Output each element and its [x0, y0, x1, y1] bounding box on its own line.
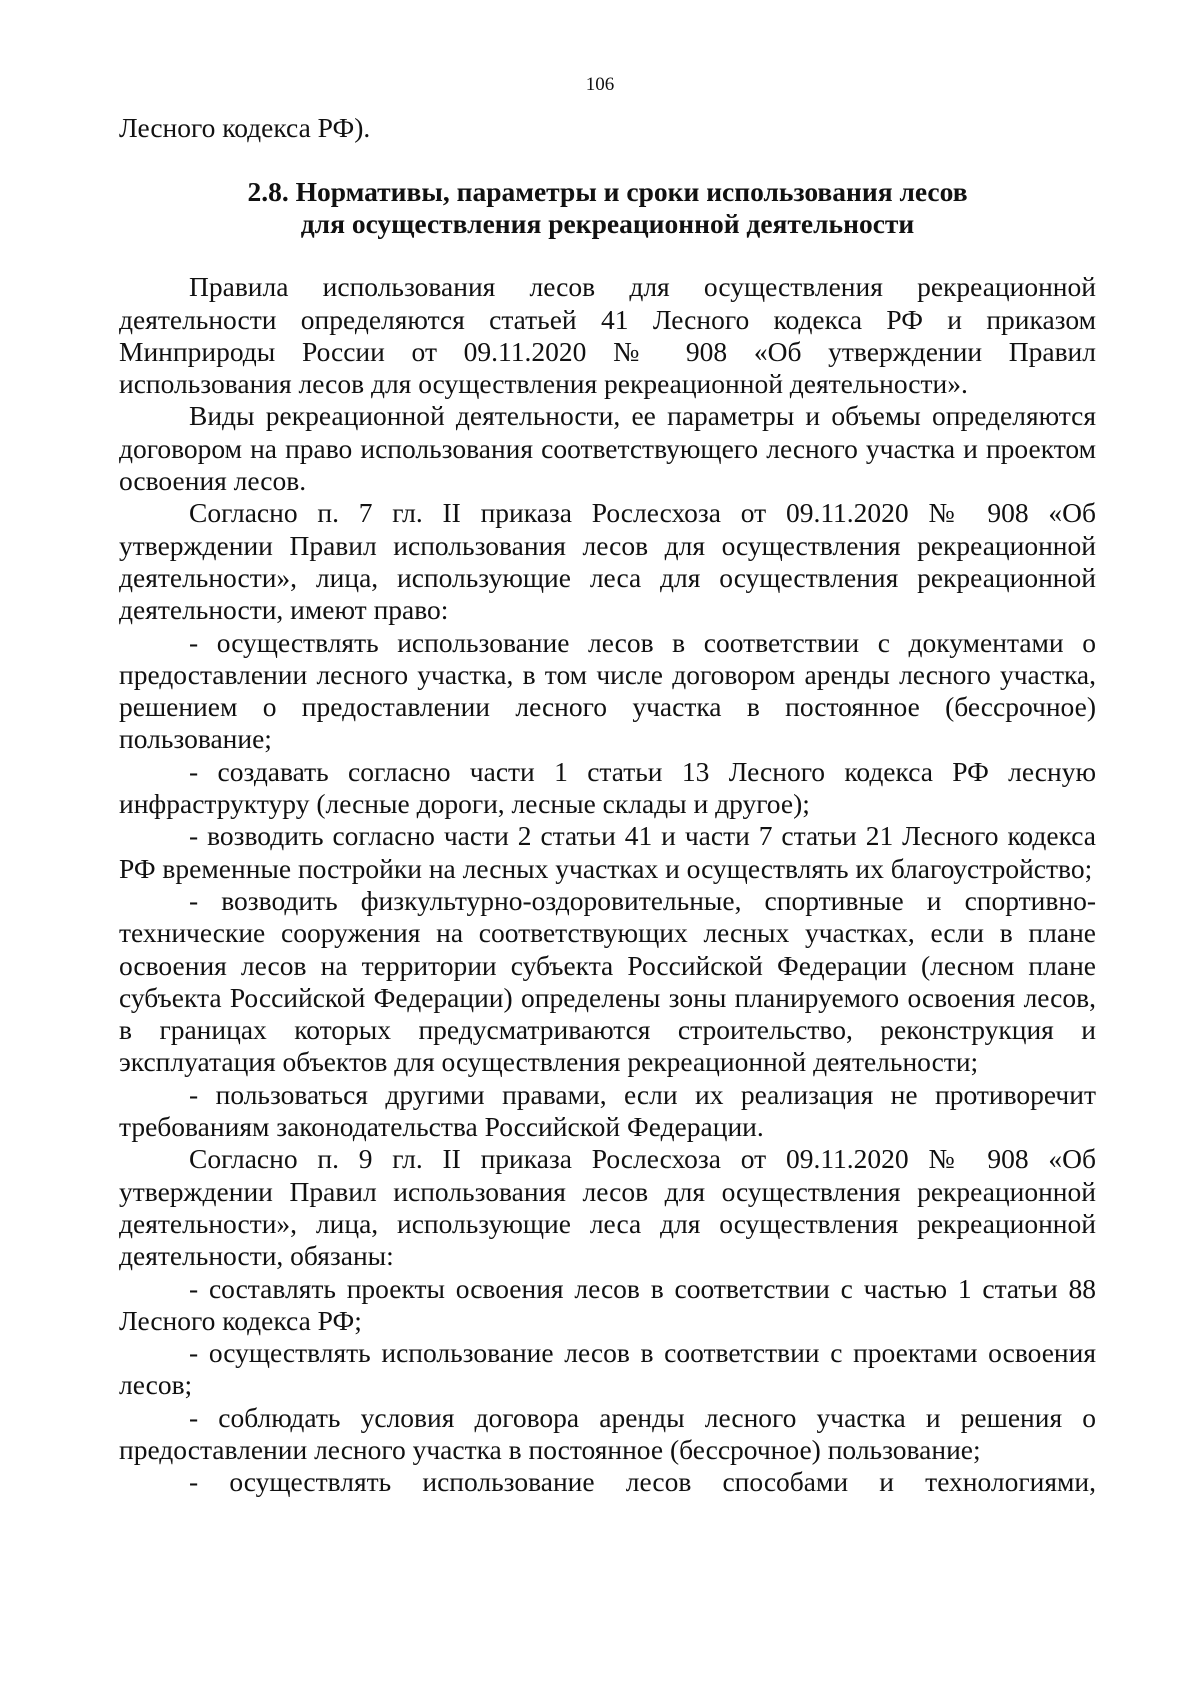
rights-item-5: - пользоваться другими правами, если их реализация не противоречит требованиям законодательства Российской Федерации.: [119, 1078, 1096, 1143]
page-number: 106: [585, 74, 615, 95]
obligations-item-4: - осуществлять использование лесов способами и технологиями,: [189, 1466, 1096, 1498]
rights-item-1-continuation: пользование;: [119, 723, 272, 755]
rights-item-4: - возводить физкультурно-оздоровительные, спортивные и спортивно-технические сооружения на соответствующих лесных участках, если в плане освоения лесов на территории субъекта Российской Федерации (лесном плане субъекта Российской Федерации) определены зоны планируемого освоения лесов, в границах которых предусматриваются строительство, реконструкция и эксплуатация объектов для осуществления рекреационной деятельности;: [119, 884, 1096, 1078]
page-content: [119, 112, 1096, 1499]
paragraph-rights-intro: Согласно п. 7 гл. II приказа Рослесхоза от 09.11.2020 № 908 «Об утверждении Правил использования лесов для осуществления рекреационной деятельности», лица, использующие леса для осуществления рекреационной деятельности, имеют право:: [119, 497, 1096, 626]
obligations-item-2: - осуществлять использование лесов в соответствии с проектами освоения лесов;: [119, 1337, 1096, 1401]
rights-item-2: - создавать согласно части 1 статьи 13 Лесного кодекса РФ лесную инфраструктуру (лесные дороги, лесные склады и другое);: [119, 755, 1096, 820]
section-title-line-1: 2.8. Нормативы, параметры и сроки использования лесов: [247, 176, 968, 208]
section-title-line-2: для осуществления рекреационной деятельности: [300, 208, 915, 240]
rights-item-1: - осуществлять использование лесов в соответствии с документами о предоставлении лесного участка, в том числе договором аренды лесного участка, решением о предоставлении лесного участка в постоянное (бессрочное): [119, 626, 1096, 723]
obligations-item-3: - соблюдать условия договора аренды лесного участка и решения о предоставлении лесного участка в постоянное (бессрочное) пользование;: [119, 1401, 1096, 1465]
paragraph-obligations-intro: Согласно п. 9 гл. II приказа Рослесхоза от 09.11.2020 № 908 «Об утверждении Правил использования лесов для осуществления рекреационной деятельности», лица, использующие леса для осуществления рекреационной деятельности, обязаны:: [119, 1143, 1096, 1272]
rights-item-3: - возводить согласно части 2 статьи 41 и части 7 статьи 21 Лесного кодекса РФ временные постройки на лесных участках и осуществлять их благоустройство;: [119, 820, 1096, 884]
lead-in-text: Лесного кодекса РФ).: [119, 112, 371, 143]
obligations-item-1: - составлять проекты освоения лесов в соответствии с частью 1 статьи 88 Лесного кодекса РФ;: [119, 1272, 1096, 1336]
section-title: [119, 176, 1096, 240]
paragraph-types: Виды рекреационной деятельности, ее параметры и объемы определяются договором на право использования соответствующего лесного участка и проектом освоения лесов.: [119, 400, 1096, 497]
paragraph-rules: Правила использования лесов для осуществления рекреационной деятельности определяются статьей 41 Лесного кодекса РФ и приказом Минприроды России от 09.11.2020 № 908 «Об утверждении Правил использования лесов для осуществления рекреационной деятельности».: [119, 271, 1096, 400]
